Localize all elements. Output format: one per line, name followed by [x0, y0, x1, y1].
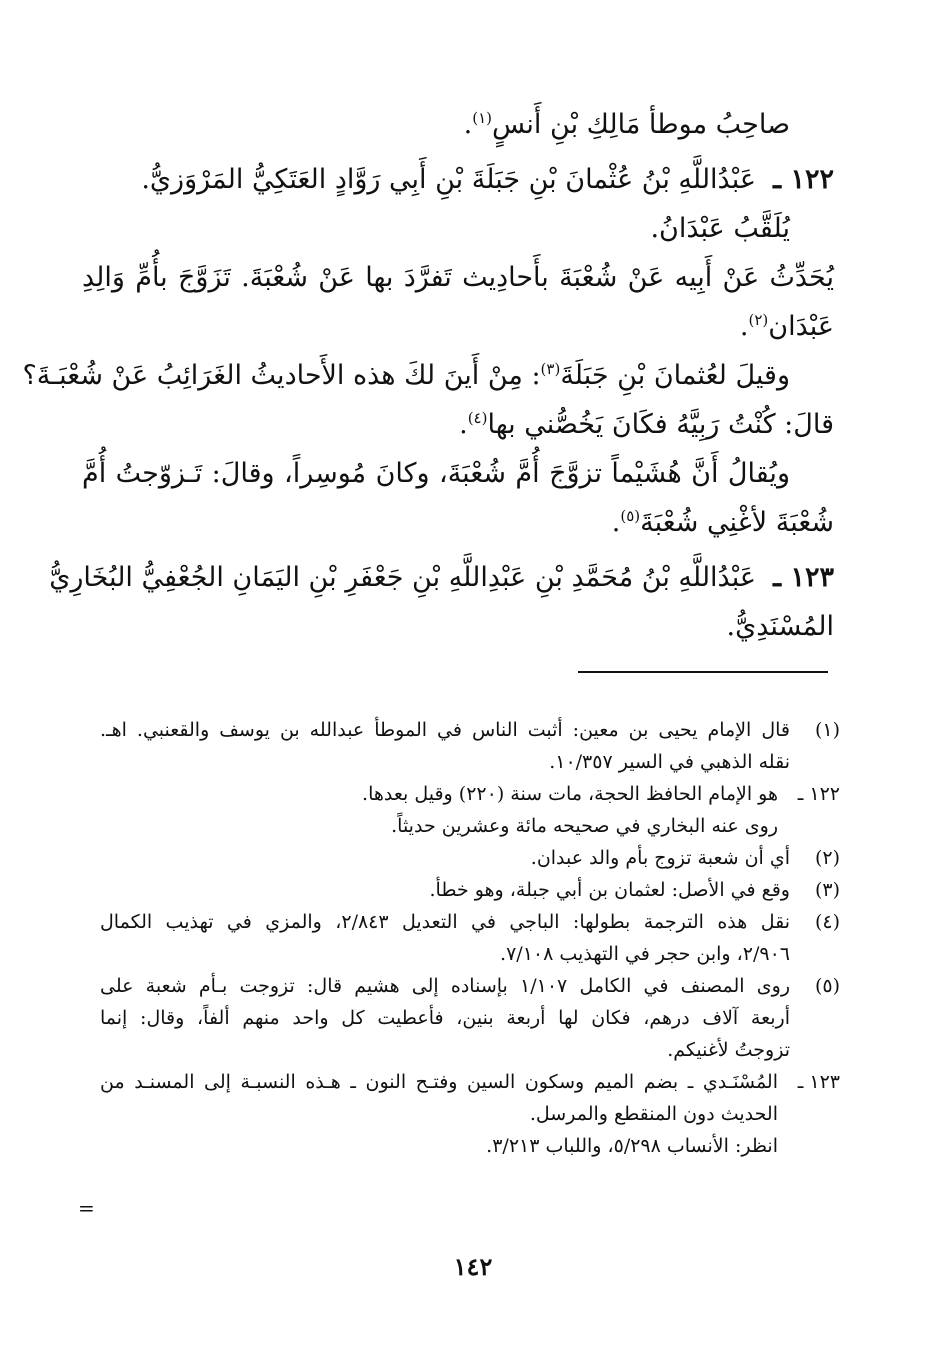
footnote-line: تزوجتُ لأغنيكم.	[667, 1039, 790, 1061]
footnote-line: هو الإمام الحافظ الحجة، مات سنة (٢٢٠) وقيل بعدها.	[362, 783, 778, 805]
continuation-mark: =	[78, 1196, 95, 1220]
footnote-line: روى عنه البخاري في صحيحه مائة وعشرين حديثاً.	[391, 815, 778, 837]
footnote-line: الحديث دون المنقطع والمرسل.	[529, 1103, 778, 1125]
footnote	[100, 906, 840, 970]
footnote	[100, 970, 840, 1066]
footnote-line: المُسْنَـدي ـ بضم الميم وسكون السين وفتـح النون ـ هـذه النسبـة إلى المسنـد من	[100, 1071, 778, 1093]
entry-number: ١٢٢ ـ	[773, 164, 834, 195]
footnote-marker: ١٢٣ ـ	[797, 1071, 840, 1093]
text-line: شُعْبَةَ لأغْنِي شُعْبَةَ$^{(٥)}$.	[611, 507, 834, 538]
main-text	[22, 100, 834, 651]
entry-heading: ١٢٢ ـ عَبْدُاللَّهِ بْنُ عُثْمانَ بْنِ جَبَلَةَ بْنِ أَبِي رَوَّادٍ العَتَكِيُّ المَرْوَزيُّ.	[141, 164, 834, 195]
text-line: صاحِبُ موطأ مَالِكِ بْنِ أَنسٍ$^{(١)}$.	[463, 109, 790, 140]
footnote-marker: ١٢٢ ـ	[797, 783, 840, 805]
footnote-line: أي أن شعبة تزوج بأم والد عبدان.	[530, 847, 790, 869]
footnote-separator	[578, 671, 828, 673]
text-line: قالَ: كُنْتُ رَبِيَّهُ فكَانَ يَخُصُّني بها$^{(٤)}$.	[459, 409, 834, 440]
footnote-line: قال الإمام يحيى بن معين: أثبت الناس في الموطأ عبدالله بن يوسف والقعنبي. اهـ.	[100, 719, 790, 741]
text-line: عَبْدَان$^{(٢)}$.	[739, 311, 834, 342]
footnote	[100, 778, 840, 842]
footnote-marker: (٤)	[814, 911, 840, 933]
footnote	[100, 874, 840, 906]
text-line: يُلَقَّبُ عَبْدَانُ.	[650, 213, 790, 244]
footnote-marker: (١)	[814, 719, 840, 741]
footnote	[100, 1066, 840, 1162]
footnote-line: أربعة آلاف درهم، فكان لها أربعة بنين، فأعطيت كل واحد منهم ألفاً، وقال: إنما	[100, 1007, 790, 1029]
entry-heading: ١٢٣ ـ عَبْدُاللَّهِ بْنُ مُحَمَّدِ بْنِ عَبْدِاللَّهِ بْنِ جَعْفَرِ بْنِ اليَمَانِ الجُعْفِيُّ البُخَارِيُّ	[49, 562, 834, 593]
text-line: وقيلَ لعُثمانَ بْنِ جَبَلَةَ$^{(٣)}$: مِنْ أَينَ لكَ هذه الأَحاديثُ الغَرَائِبُ عَنْ شُعْبَـةَ؟	[22, 360, 790, 391]
page-number: ١٤٢	[453, 1252, 493, 1281]
footnote	[100, 842, 840, 874]
footnote-line: ٢/٩٠٦، وابن حجر في التهذيب ٧/١٠٨.	[500, 943, 790, 965]
text-line: ويُقالُ أَنَّ هُشَيْماً تزوَّجَ أُمَّ شُعْبَةَ، وكانَ مُوسِراً، وقالَ: تَـزوّجتُ أُمَّ	[82, 458, 790, 489]
footnotes	[100, 714, 840, 1162]
footnote-marker: (٥)	[814, 975, 840, 997]
text-line: المُسْنَدِيُّ.	[726, 611, 834, 642]
footnote-line: نقله الذهبي في السير ١٠/٣٥٧.	[549, 751, 790, 773]
footnote-marker: (٣)	[814, 879, 840, 901]
footnote-line: روى المصنف في الكامل ١/١٠٧ بإسناده إلى هشيم قال: تزوجت بـأم شعبة على	[100, 975, 790, 997]
footnote	[100, 714, 840, 778]
footnote-line: وقع في الأصل: لعثمان بن أبي جبلة، وهو خطأ.	[429, 879, 790, 901]
footnote-line: نقل هذه الترجمة بطولها: الباجي في التعديل ٢/٨٤٣، والمزي في تهذيب الكمال	[100, 911, 790, 933]
text-line: يُحَدِّثُ عَنْ أَبِيه عَنْ شُعْبَةَ بأَحادِيث تَفرَّدَ بها عَنْ شُعْبَةَ. تَزَوَّجَ بأُمِّ وَالِدِ	[82, 262, 834, 293]
footnote-marker: (٢)	[814, 847, 840, 869]
entry-number: ١٢٣ ـ	[773, 562, 834, 593]
footnote-line: انظر: الأنساب ٥/٢٩٨، واللباب ٣/٢١٣.	[486, 1135, 778, 1157]
